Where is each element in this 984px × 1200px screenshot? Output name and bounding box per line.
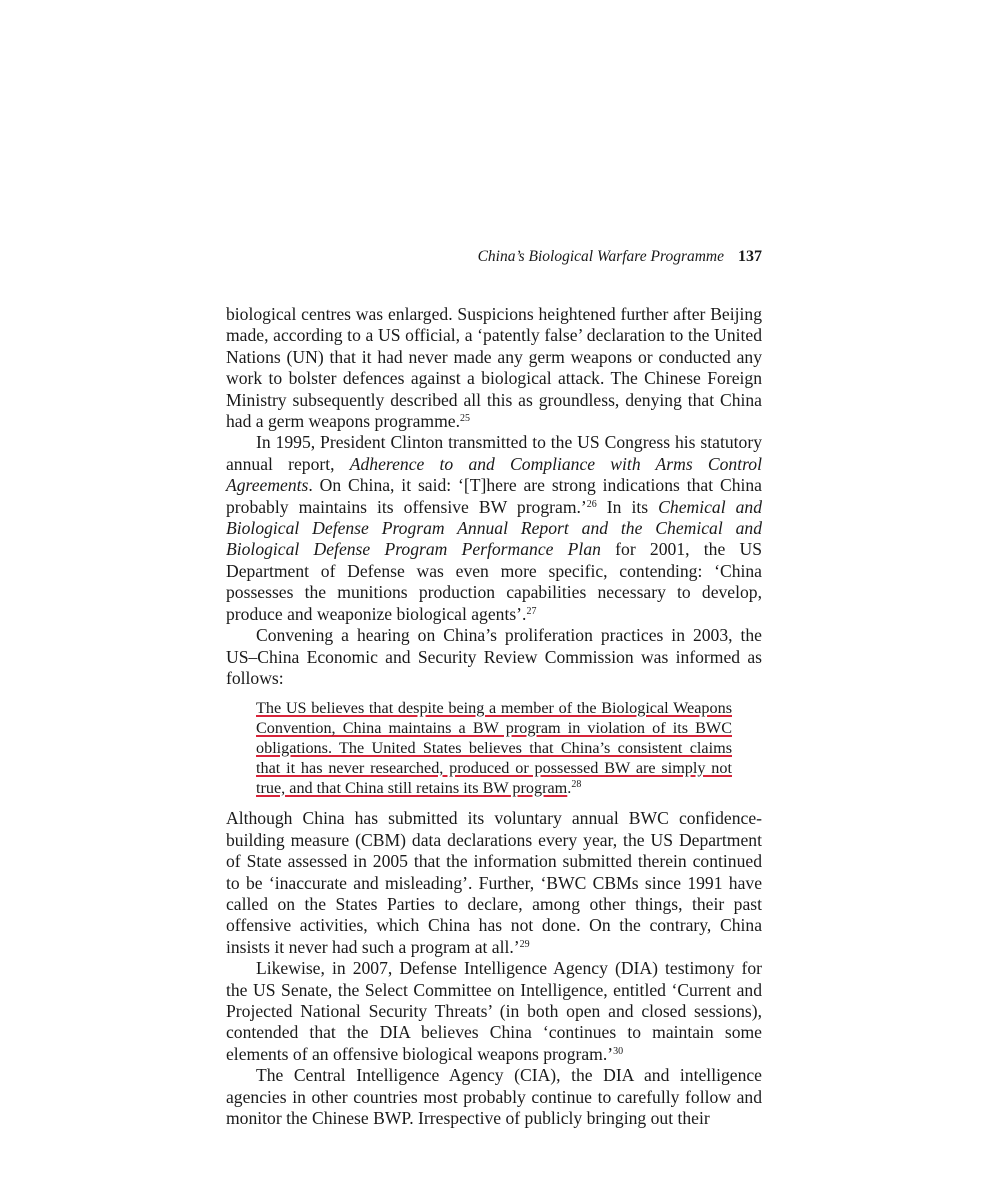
italic-title: Chemical and Biological Defense Program Annual Report and the Chemical and Biological Defense Program Performance Plan bbox=[226, 496, 763, 560]
text-run: for 2001, the US Department of Defense was even more specific, contending: ‘China possesses the munitions production capabilities necessary to develop, produce and weaponize biological agents’. bbox=[226, 539, 762, 624]
italic-title: Adherence to and Compliance with Arms Control Agreements bbox=[226, 453, 762, 496]
text-run: . On China, it said: ‘[T]here are strong indications that China probably maintains its offensive BW program.’ bbox=[226, 475, 762, 517]
page-number: 137 bbox=[738, 248, 762, 265]
text-run: In 1995, President Clinton transmitted to the US Congress his statutory annual report, bbox=[226, 432, 762, 474]
paragraph bbox=[226, 1065, 762, 1129]
text-run: In its bbox=[596, 496, 659, 517]
paragraph bbox=[226, 808, 762, 958]
paragraph bbox=[226, 958, 762, 1065]
footnote-ref: 29 bbox=[519, 938, 530, 950]
underlined-quote-text: The US believes that despite being a member of the Biological Weapons Convention, China maintains a BW program in violation of its BWC obligations. The United States believes that China’s consistent claims that it has never researched, produced or possessed BW are simply not true, and that China still retains its BW program bbox=[256, 699, 732, 797]
text-run: The Central Intelligence Agency (CIA), the DIA and intelligence agencies in other countries most probably continue to carefully follow and monitor the Chinese BWP. Irrespective of publicly bringing out their bbox=[226, 1065, 762, 1128]
footnote-ref: 25 bbox=[460, 413, 471, 425]
text-run: biological centres was enlarged. Suspicions heightened further after Beijing made, according to a US official, a ‘patently false’ declaration to the United Nations (UN) that it had never made any germ weapons or conducted any work to bolster defences against a biological attack. The Chinese Foreign Ministry subsequently described all this as groundless, denying that China had a germ weapons programme. bbox=[226, 304, 762, 432]
paragraph bbox=[226, 432, 762, 625]
text-run: Although China has submitted its voluntary annual BWC confidence-building measure (CBM) data declarations every year, the US Department of State assessed in 2005 that the information submitted therein continued to be ‘inaccurate and misleading’. Further, ‘BWC CBMs since 1991 have called on the States Parties to declare, among other things, their past offensive activities, which China has not done. On the contrary, China insists it never had such a program at all.’ bbox=[226, 808, 762, 957]
block-quotation bbox=[256, 699, 732, 798]
footnote-ref: 26 bbox=[586, 498, 597, 510]
body-text bbox=[226, 304, 762, 1129]
text-run: Likewise, in 2007, Defense Intelligence Agency (DIA) testimony for the US Senate, the Select Committee on Intelligence, entitled ‘Current and Projected National Security Threats’ (in both open and closed sessions), contended that the DIA believes China ‘continues to maintain some elements of an offensive biological weapons program.’ bbox=[226, 958, 762, 1064]
text-run: Convening a hearing on China’s proliferation practices in 2003, the US–China Economic and Security Review Commission was informed as follows: bbox=[226, 625, 762, 688]
running-head bbox=[226, 246, 762, 268]
paragraph bbox=[226, 304, 762, 432]
footnote-ref: 27 bbox=[526, 605, 537, 617]
paragraphs-after-quote bbox=[226, 808, 762, 1129]
running-head-title: China’s Biological Warfare Programme bbox=[477, 248, 724, 265]
footnote-ref: 28 bbox=[571, 778, 582, 790]
paragraphs-before-quote bbox=[226, 304, 762, 689]
text-run: . bbox=[567, 778, 572, 797]
footnote-ref: 30 bbox=[613, 1045, 624, 1057]
paragraph bbox=[226, 625, 762, 689]
